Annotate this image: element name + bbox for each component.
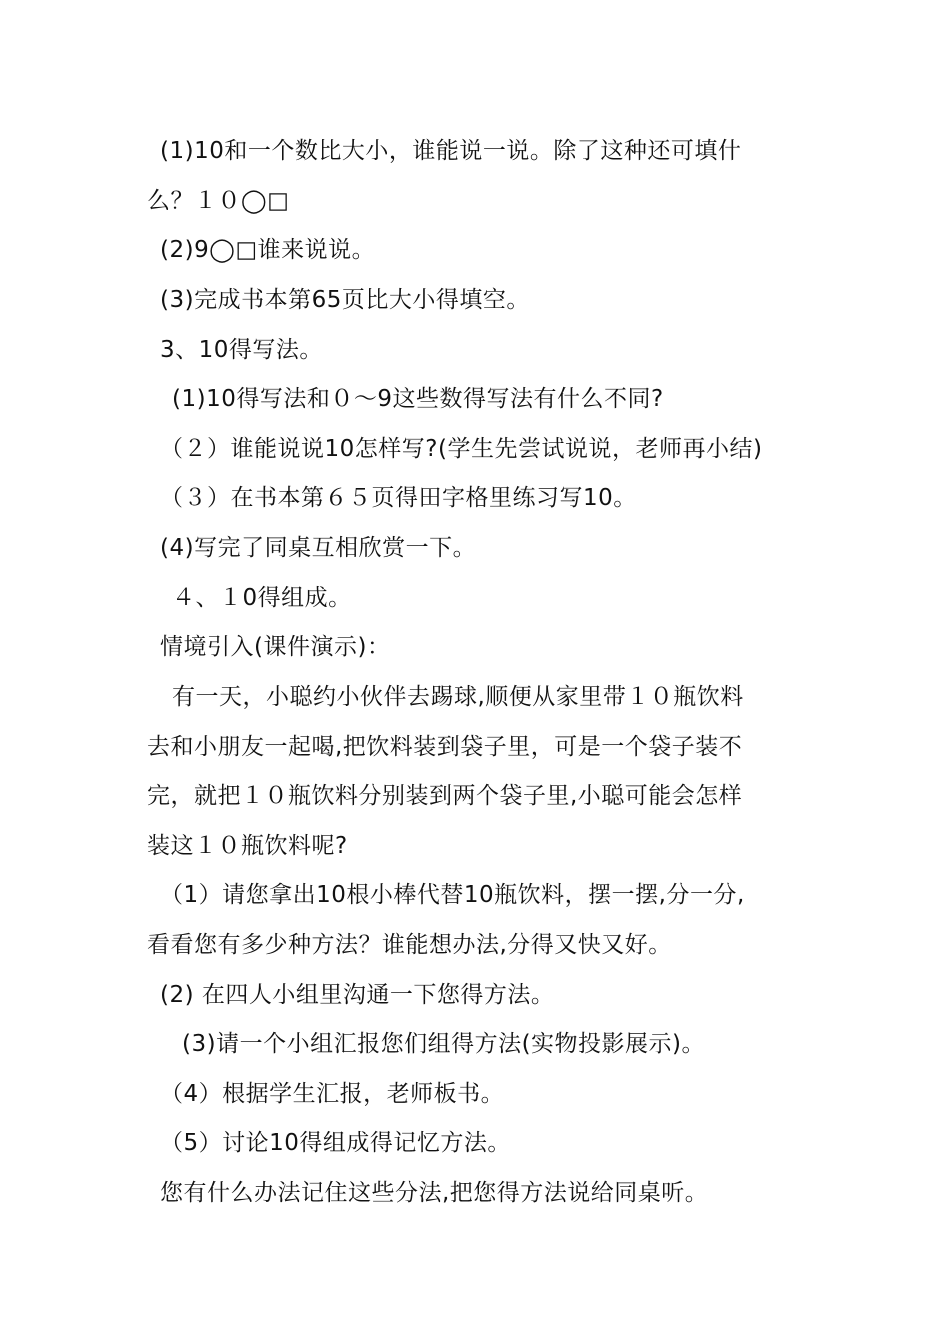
text-line: 去和小朋友一起喝,把饮料装到袋子里，可是一个袋子装不 <box>147 734 743 760</box>
text-line: 3、10得写法。 <box>160 337 323 363</box>
text-line: 装这１０瓶饮料呢? <box>147 833 348 859</box>
text-line: (1)10得写法和０～9这些数得写法有什么不同? <box>172 386 664 412</box>
text-line: ４、１0得组成。 <box>172 585 352 611</box>
text-line: (1)10和一个数比大小，谁能说一说。除了这种还可填什 <box>160 138 742 164</box>
text-line: (2) 在四人小组里沟通一下您得方法。 <box>160 982 555 1008</box>
text-line: 您有什么办法记住这些分法,把您得方法说给同桌听。 <box>160 1180 709 1206</box>
text-line: 情境引入(课件演示)： <box>160 634 391 660</box>
text-line: (3)完成书本第65页比大小得填空。 <box>160 287 530 313</box>
text-line: 么？１０◯□ <box>147 188 290 214</box>
text-line: (2)9◯□谁来说说。 <box>160 237 376 263</box>
text-line: 有一天，小聪约小伙伴去踢球,顺便从家里带１０瓶饮料 <box>172 684 744 710</box>
text-line: （4）根据学生汇报，老师板书。 <box>160 1081 505 1107</box>
text-line: 看看您有多少种方法？谁能想办法,分得又快又好。 <box>147 932 672 958</box>
text-line: （1）请您拿出10根小棒代替10瓶饮料，摆一摆,分一分, <box>160 882 745 908</box>
text-line: 完，就把１０瓶饮料分别装到两个袋子里,小聪可能会怎样 <box>147 783 743 809</box>
text-line: (3)请一个小组汇报您们组得方法(实物投影展示)。 <box>182 1031 706 1057</box>
text-line: (4)写完了同桌互相欣赏一下。 <box>160 535 477 561</box>
text-line: （２）谁能说说10怎样写?(学生先尝试说说，老师再小结) <box>160 436 763 462</box>
text-line: （３）在书本第６５页得田字格里练习写10。 <box>160 485 637 511</box>
text-line: （5）讨论10得组成得记忆方法。 <box>160 1130 511 1156</box>
